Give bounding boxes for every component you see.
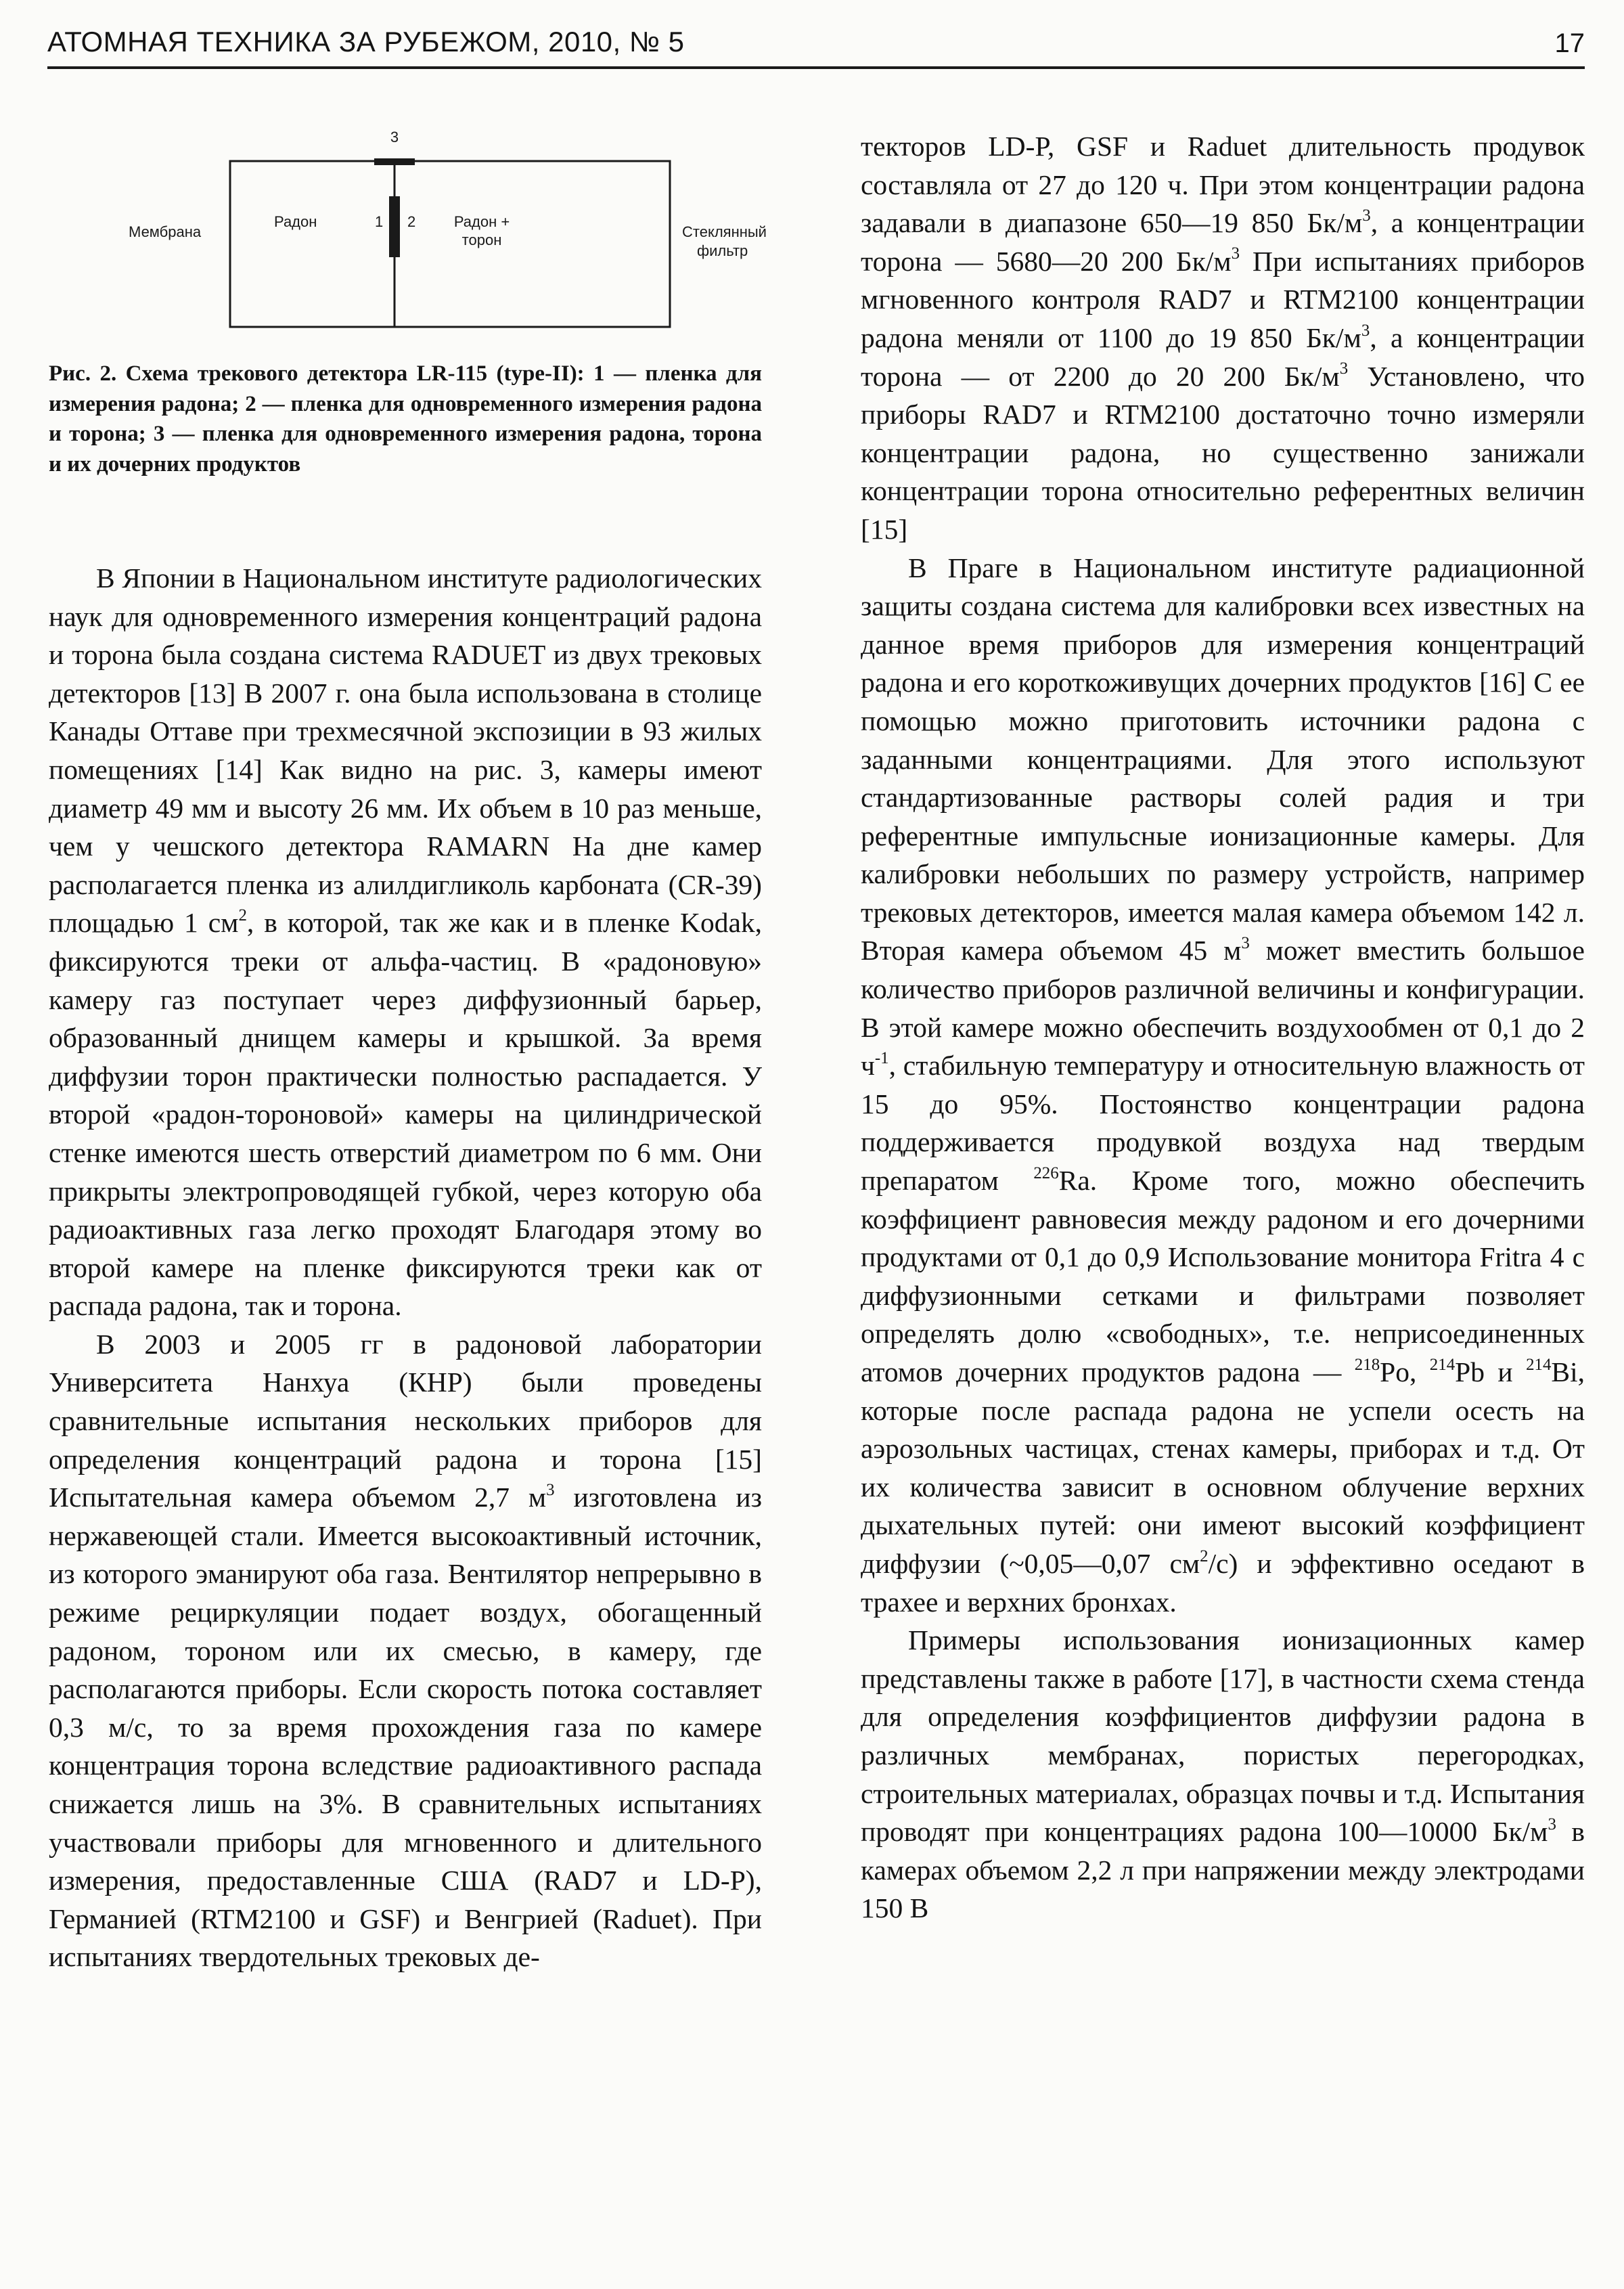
label-radon-thoron-1: Радон + [453, 213, 510, 230]
label-glass-filter-2: фильтр [697, 242, 748, 259]
journal-title: АТОМНАЯ ТЕХНИКА ЗА РУБЕЖОМ, 2010, № 5 [47, 26, 685, 58]
figure-caption: Рис. 2. Схема трекового детектора LR-115 (type-II): 1 — пленка для измерения радона; 2 — пленка для одновременного измерения радона и торона; 3 — пленка для одновременного измерения радона, торона и их дочерних продуктов [49, 361, 762, 476]
right-column [861, 127, 1585, 1928]
film-1-2 [389, 196, 400, 257]
detector-housing [230, 161, 670, 327]
header-rule [47, 66, 1585, 69]
running-header [47, 19, 1585, 62]
detector-schematic [102, 129, 767, 345]
paragraph-prague: В Праге в Национальном институте радиационной защиты создана система для калибровки всех известных на данное время приборов для измерения концентраций радона и его короткоживущих дочерних продуктов [16] С ее помощью можно приготовить источники радона с заданными концентрациями. Для этого используют стандартизованные растворы солей радия и три референтные импульсные ионизационные камеры. Для калибровки небольших по размеру устройств, например трековых детекторов, имеется малая камера объемом 142 л. Вторая камера объемом 45 $м^3$ может вместить большое количество приборов различной величины и конфигурации. В этой камере можно обеспечить воздухообмен от 0,1 до 2 $ч^{-1}$, стабильную температуру и относительную влажность от 15 до 95%. Постоянство концентрации радона поддерживается продувкой воздуха над твердым препаратом $^{226}$Ra. Кроме того, можно обеспечить коэффициент равновесия между радоном и его дочерними продуктами от 0,1 до 0,9 Использование монитора Fritra 4 с диффузионными сетками и фильтрами позволяет определять долю «свободных», т.е. неприсоединенных атомов дочерних продуктов радона — $^{218}$Po, $^{214}$Pb и $^{214}$Bi, которые после распада радона не успели осесть на аэрозольных частицах, стенах камеры, приборах и т.д. От их количества зависит в основном облучение верхних дыхательных путей: они имеют высокий коэффициент диффузии (~0,05—0,07 $см^2/с$) и эффективно оседают в трахее и верхних бронхах. [861, 552, 1585, 1618]
figure-2-detector-diagram [102, 129, 767, 345]
paragraph-raduet: В Японии в Национальном институте радиологических наук для одновременного измерения концентраций радона и торона была создана система RADUET из двух трековых детекторов [13] В 2007 г. она была использована в столице Канады Оттаве при трехмесячной экспозиции в 93 жилых помещениях [14] Как видно на рис. 3, камеры имеют диаметр 49 мм и высоту 26 мм. Их объем в 10 раз меньше, чем у чешского детектора RAMARN На дне камер располагается пленка из алилдигликоль карбоната (CR-39) площадью 1 $см^2$, в которой, так же как и в пленке Kodak, фиксируются треки от альфа-частиц. В «радоновую» камеру газ поступает через диффузионный барьер, образованный днищем камеры и крышкой. За время диффузии торон практически полностью распадается. У второй «радон-тороновой» камеры на цилиндрической стенке имеются шесть отверстий диаметром по 6 мм. Они прикрыты электропроводящей губкой, через которую оба радиоактивных газа легко проходят Благодаря этому во второй камере на пленке фиксируются треки как от распада радона, так и торона. [49, 562, 762, 1322]
label-2: 2 [407, 213, 416, 230]
label-radon: Радон [274, 213, 317, 230]
left-column [49, 559, 762, 1976]
label-radon-thoron-2: торон [461, 231, 502, 248]
page-number: 17 [1554, 28, 1585, 58]
paragraph-nanhua: В 2003 и 2005 гг в радоновой лаборатории Университета Нанхуа (КНР) были проведены сравнительные испытания нескольких приборов для определения концентраций радона и торона [15] Испытательная камера объемом 2,7 $м^3$ изготовлена из нержавеющей стали. Имеется высокоактивный источник, из которого эманируют оба газа. Вентилятор непрерывно в режиме рециркуляции подает воздух, обогащенный радоном, тороном или их смесью, в камеру, где располагаются приборы. Если скорость потока составляет 0,3 м/с, то за время прохождения газа по камере концентрация торона вследствие радиоактивного распада снижается лишь на 3%. В сравнительных испытаниях участвовали приборы для мгновенного и длительного измерения, предоставленные США (RAD7 и LD-P), Германией (RTM2100 и GSF) и Венгрией (Raduet). При испытаниях твердотельных трековых де- [49, 1328, 762, 1973]
film-3 [374, 158, 415, 165]
label-1: 1 [375, 213, 384, 230]
paragraph-continuation: текторов LD-P, GSF и Raduet длительность продувок составляла от 27 до 120 ч. При этом концентрации радона задавали в диапазоне 650—19 850 $Бк/м^3$, а концентрации торона — 5680—20 200 $Бк/м^3$ При испытаниях приборов мгновенного контроля RAD7 и RTM2100 концентрации радона меняли от 1100 до 19 850 $Бк/м^3$, а концентрации торона — от 2200 до 20 200 $Бк/м^3$ Установлено, что приборы RAD7 и RTM2100 достаточно точно измеряли концентрации радона, но существенно занижали концентрации торона относительно референтных величин [15] [861, 131, 1585, 545]
label-membrane: Мембрана [129, 223, 202, 240]
paragraph-ionization-chambers: Примеры использования ионизационных камер представлены также в работе [17], в частности схема стенда для определения коэффициентов диффузии радона в различных мембранах, пористых перегородках, строительных материалах, образцах почвы и т.д. Испытания проводят при концентрациях радона 100—10000 $Бк/м^3$ в камерах объемом 2,2 л при напряжении между электродами 150 В [861, 1624, 1585, 1924]
label-glass-filter-1: Стеклянный [682, 223, 767, 240]
label-3: 3 [390, 129, 399, 146]
